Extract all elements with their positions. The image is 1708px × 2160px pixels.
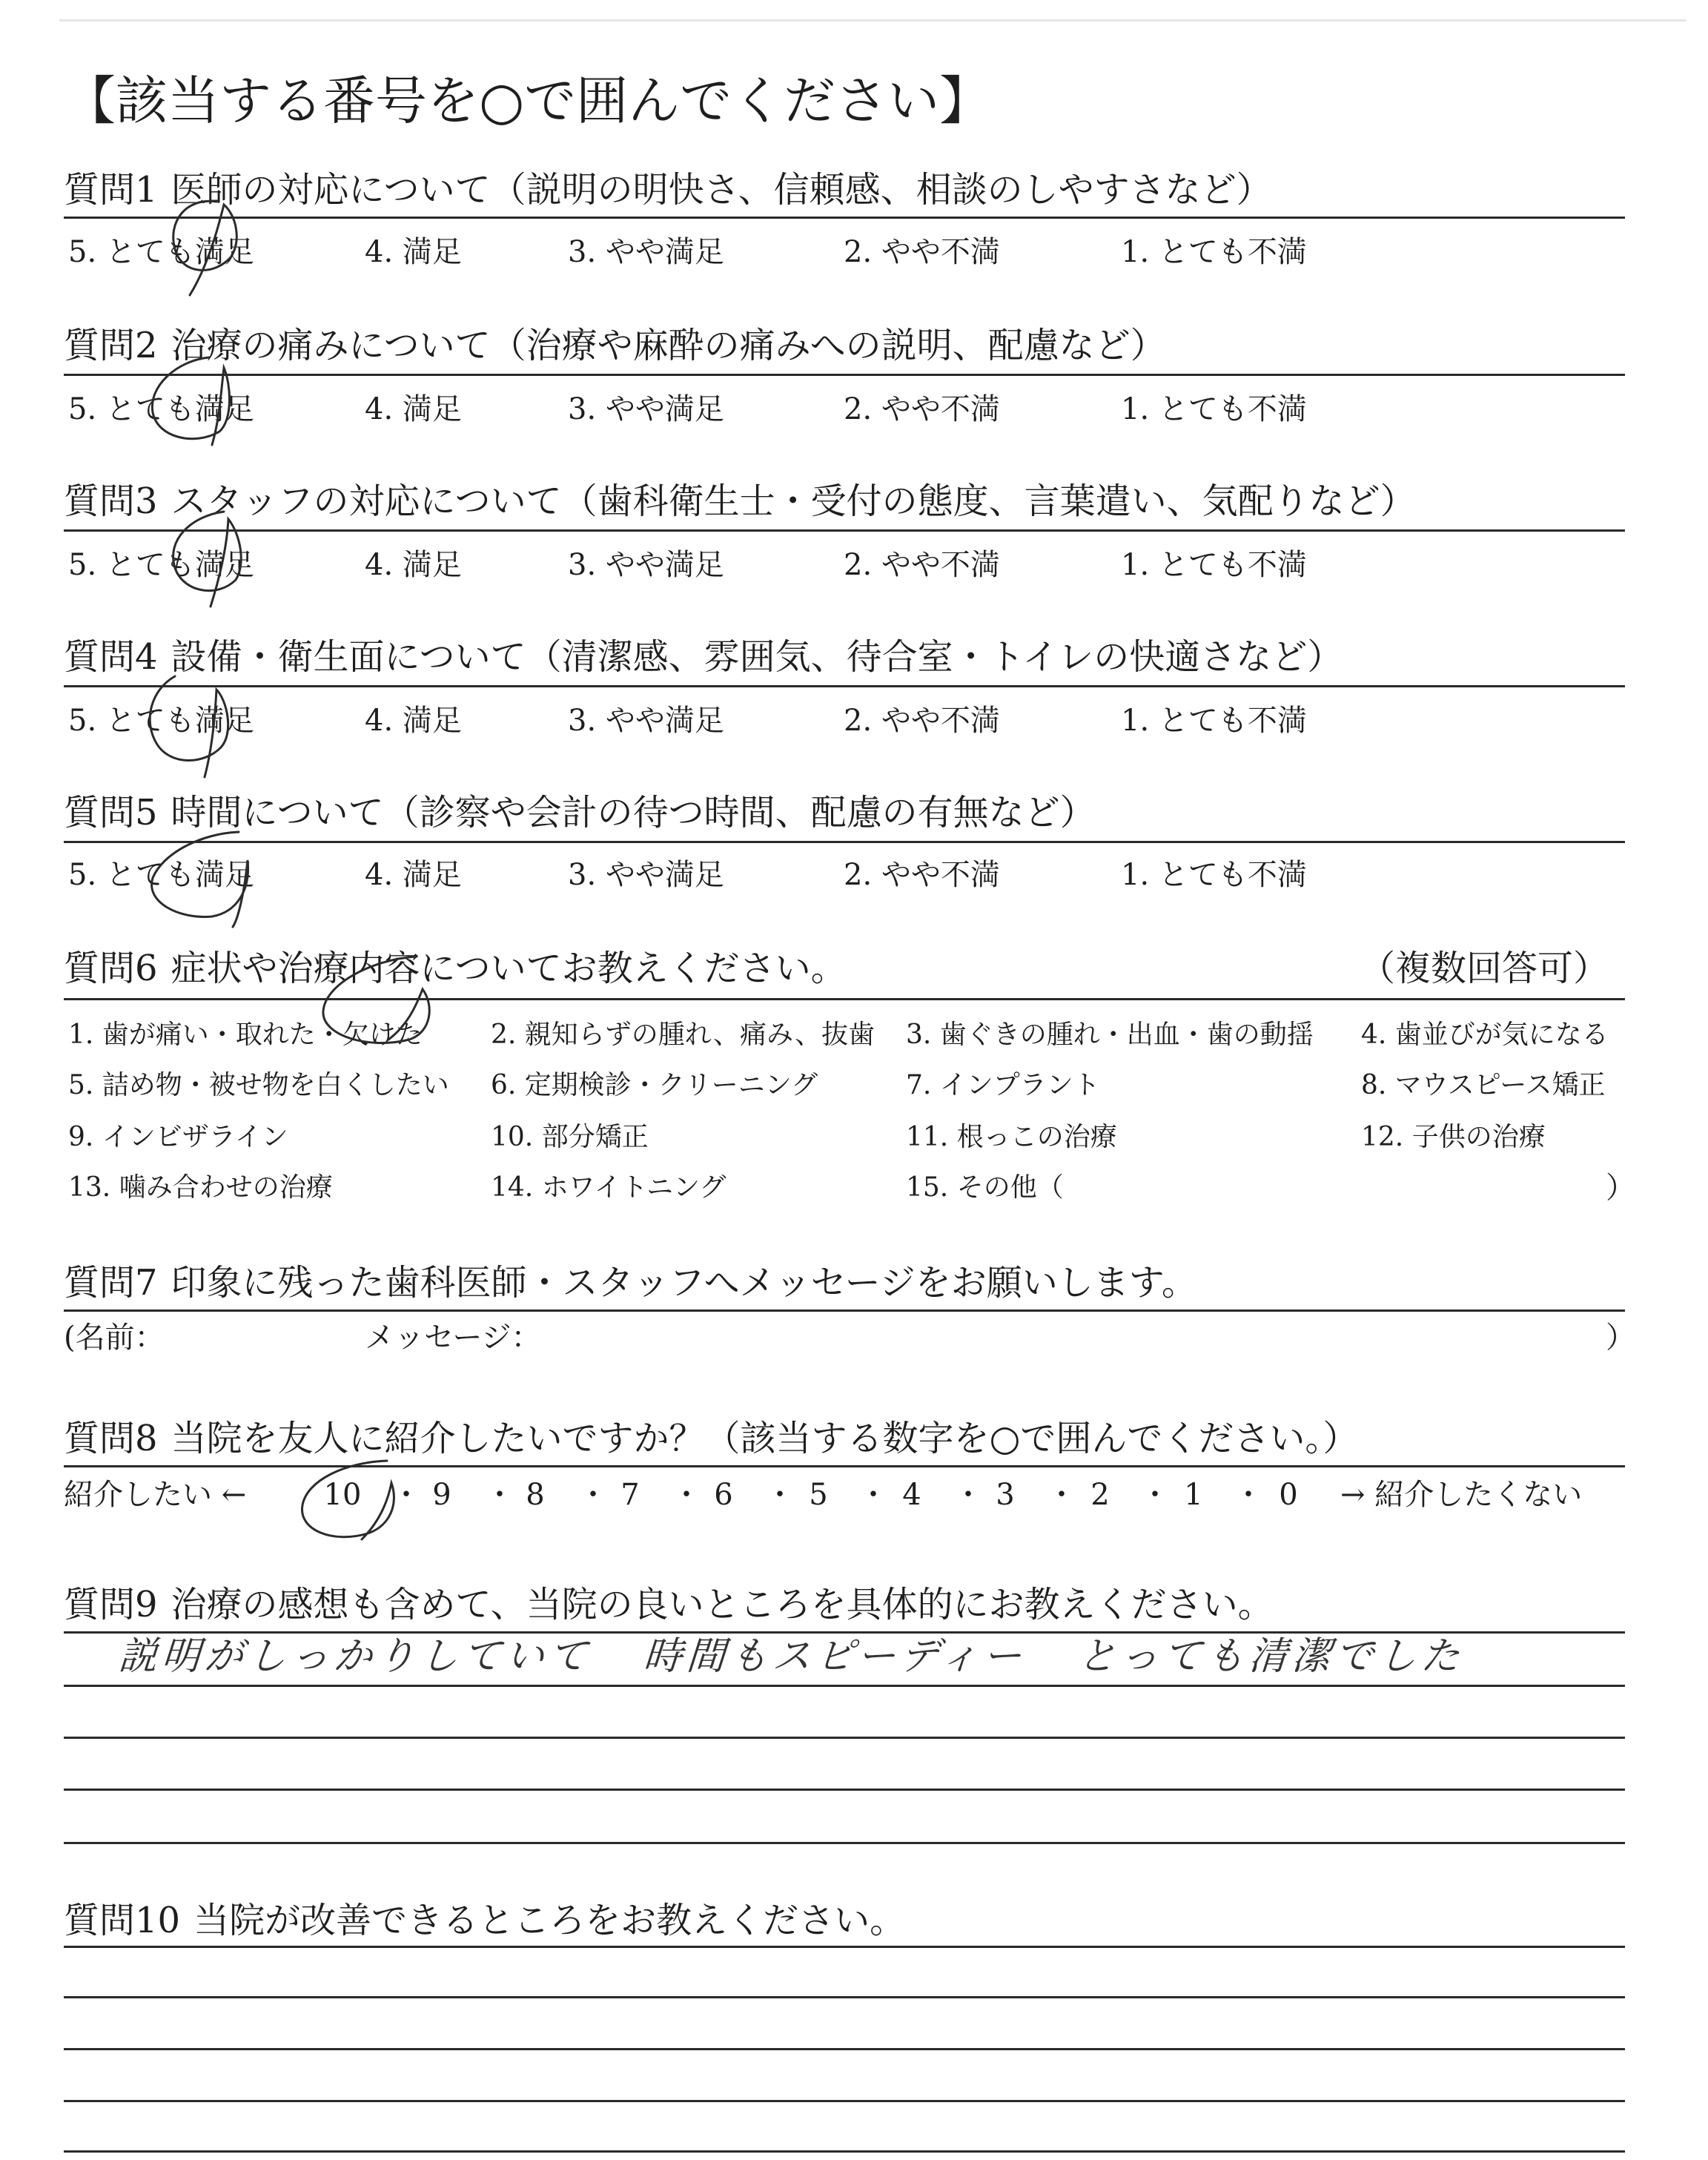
question-7-number: 質問7 (64, 1262, 158, 1304)
q8-separator: ・ (485, 1478, 514, 1512)
question-6-title (64, 946, 847, 991)
q6-option-13[interactable]: 13. 噛み合わせの治療 (68, 1172, 333, 1203)
q8-scale-6[interactable]: 6 (714, 1478, 733, 1512)
q1-option-5[interactable]: 5. とても満足 (68, 235, 254, 269)
q10-answer-line (64, 1996, 1625, 1998)
q6-option-9[interactable]: 9. インビザライン (68, 1122, 288, 1152)
q3-option-1[interactable]: 1. とても不満 (1121, 548, 1307, 582)
question-10-text: 当院が改善できるところをお教えください。 (193, 1900, 906, 1941)
q6-option-2[interactable]: 2. 親知らずの腫れ、痛み、抜歯 (491, 1020, 875, 1050)
q6-option-3[interactable]: 3. 歯ぐきの腫れ・出血・歯の動揺 (906, 1020, 1314, 1050)
q10-answer-line (64, 2048, 1625, 2050)
q8-scale-4[interactable]: 4 (902, 1478, 921, 1512)
q9-handwritten-answer (117, 1633, 1466, 1680)
q8-scale-2[interactable]: 2 (1090, 1478, 1110, 1512)
q5-option-5[interactable]: 5. とても満足 (68, 858, 254, 892)
q9-answer-line (64, 1842, 1625, 1844)
q6-option-12[interactable]: 12. 子供の治療 (1361, 1122, 1546, 1152)
question-9-number: 質問9 (64, 1584, 158, 1625)
q6-option-7[interactable]: 7. インプラント (906, 1070, 1100, 1100)
q8-separator: ・ (1234, 1478, 1263, 1512)
question-1-rule (64, 217, 1625, 219)
question-2-text: 治療の痛みについて（治療や麻酔の痛みへの説明、配慮など） (171, 325, 1166, 366)
question-4-rule (64, 685, 1625, 687)
question-2-number: 質問2 (64, 325, 158, 366)
q8-scale-9[interactable]: 9 (432, 1478, 451, 1512)
q5-option-4[interactable]: 4. 満足 (365, 858, 462, 892)
question-6-note: （複数回答可） (1360, 948, 1609, 989)
question-9-text: 治療の感想も含めて、当院の良いところを具体的にお教えください。 (171, 1584, 1274, 1625)
q6-option-8[interactable]: 8. マウスピース矯正 (1361, 1070, 1606, 1100)
q9-answer-part-3: とっても清潔でした (1076, 1634, 1466, 1679)
q1-option-1[interactable]: 1. とても不満 (1121, 235, 1307, 269)
q2-option-1[interactable]: 1. とても不満 (1121, 392, 1307, 426)
question-4-text: 設備・衛生面について（清潔感、雰囲気、待合室・トイレの快適さなど） (171, 636, 1343, 678)
question-8-number: 質問8 (64, 1418, 158, 1459)
q6-option-14[interactable]: 14. ホワイトニング (491, 1172, 726, 1203)
q7-message-label: メッセージ： (365, 1321, 541, 1355)
q7-name-label: (名前： (64, 1321, 165, 1355)
q6-option-5[interactable]: 5. 詰め物・被せ物を白くしたい (68, 1070, 449, 1100)
q2-option-2[interactable]: 2. やや不満 (844, 392, 1000, 426)
top-edge-line (59, 19, 1687, 22)
q2-option-3[interactable]: 3. やや満足 (568, 392, 724, 426)
q8-separator: ・ (765, 1478, 795, 1512)
question-5-title (64, 790, 1096, 835)
q8-scale-3[interactable]: 3 (996, 1478, 1015, 1512)
q8-scale-5[interactable]: 5 (809, 1478, 828, 1512)
q8-scale-1[interactable]: 1 (1184, 1478, 1203, 1512)
q3-option-2[interactable]: 2. やや不満 (844, 548, 1000, 582)
question-6-number: 質問6 (64, 948, 158, 989)
q2-option-4[interactable]: 4. 満足 (365, 392, 462, 426)
question-5-rule (64, 841, 1625, 843)
question-1-title (64, 168, 1272, 212)
q8-separator: ・ (858, 1478, 888, 1512)
question-5-number: 質問5 (64, 792, 158, 833)
q9-answer-line (64, 1685, 1625, 1687)
q3-option-5[interactable]: 5. とても満足 (68, 548, 254, 582)
q6-option-6[interactable]: 6. 定期検診・クリーニング (491, 1070, 818, 1100)
question-7-text: 印象に残った歯科医師・スタッフへメッセージをお願いします。 (171, 1262, 1197, 1304)
q8-separator: ・ (391, 1478, 421, 1512)
question-8-rule (64, 1465, 1625, 1467)
q9-answer-part-1: 説明がしっかりしていて (116, 1634, 594, 1679)
q8-scale-7[interactable]: 7 (620, 1478, 640, 1512)
q8-separator: ・ (953, 1478, 983, 1512)
q6-other-close-paren: ） (1606, 1171, 1635, 1205)
q4-option-4[interactable]: 4. 満足 (365, 704, 462, 738)
q3-option-3[interactable]: 3. やや満足 (568, 548, 724, 582)
question-1-text: 医師の対応について（説明の明快さ、信頼感、相談のしやすさなど） (171, 169, 1272, 211)
question-7-title (64, 1261, 1197, 1305)
q8-separator: ・ (1047, 1478, 1076, 1512)
q8-scale-8[interactable]: 8 (526, 1478, 545, 1512)
q6-option-15-other[interactable]: 15. その他（ (906, 1172, 1064, 1203)
question-9-title (64, 1582, 1274, 1627)
question-2-title (64, 323, 1166, 368)
question-6-rule (64, 998, 1625, 1000)
question-10-title (64, 1898, 905, 1943)
q5-option-2[interactable]: 2. やや不満 (844, 858, 1000, 892)
instruction-heading: 【該当する番号を○で囲んでください】 (64, 70, 992, 131)
q2-option-5[interactable]: 5. とても満足 (68, 392, 254, 426)
q6-option-1[interactable]: 1. 歯が痛い・取れた・欠けた (68, 1020, 423, 1050)
question-2-rule (64, 374, 1625, 376)
q4-option-1[interactable]: 1. とても不満 (1121, 704, 1307, 738)
question-3-number: 質問3 (64, 480, 158, 522)
question-1-number: 質問1 (64, 169, 158, 211)
q9-answer-line (64, 1789, 1625, 1791)
q4-option-2[interactable]: 2. やや不満 (844, 704, 1000, 738)
q10-answer-line (64, 2150, 1625, 2153)
q1-option-3[interactable]: 3. やや満足 (568, 235, 724, 269)
q8-scale-0[interactable]: 0 (1279, 1478, 1298, 1512)
q5-option-1[interactable]: 1. とても不満 (1121, 858, 1307, 892)
q9-answer-line (64, 1737, 1625, 1739)
question-7-rule (64, 1309, 1625, 1312)
q8-separator: ・ (672, 1478, 701, 1512)
question-6-text: 症状や治療内容についてお教えください。 (171, 948, 847, 989)
q7-close-paren: ） (1606, 1321, 1635, 1355)
q6-option-4[interactable]: 4. 歯並びが気になる (1361, 1020, 1609, 1050)
q4-option-5[interactable]: 5. とても満足 (68, 704, 254, 738)
question-3-text: スタッフの対応について（歯科衛生士・受付の態度、言葉遣い、気配りなど） (171, 480, 1416, 522)
question-5-text: 時間について（診察や会計の待つ時間、配慮の有無など） (171, 792, 1096, 833)
q10-answer-line (64, 2100, 1625, 2102)
q8-left-label: 紹介したい ← (64, 1478, 247, 1512)
q3-option-4[interactable]: 4. 満足 (365, 548, 462, 582)
q5-option-3[interactable]: 3. やや満足 (568, 858, 724, 892)
q9-answer-part-2: 時間もスピーディー (641, 1634, 1027, 1679)
question-10-rule (64, 1946, 1625, 1948)
question-4-title (64, 635, 1343, 679)
q8-scale-10[interactable]: 10 (323, 1478, 362, 1512)
question-8-text: 当院を友人に紹介したいですか？（該当する数字を○で囲んでください。） (171, 1418, 1359, 1459)
q1-option-4[interactable]: 4. 満足 (365, 235, 462, 269)
q1-option-2[interactable]: 2. やや不満 (844, 235, 1000, 269)
q8-separator: ・ (578, 1478, 608, 1512)
question-4-number: 質問4 (64, 636, 158, 678)
question-3-title (64, 479, 1416, 524)
q8-right-label: → 紹介したくない (1340, 1478, 1583, 1512)
question-10-number: 質問10 (64, 1900, 181, 1941)
q8-separator: ・ (1140, 1478, 1170, 1512)
q6-option-11[interactable]: 11. 根っこの治療 (906, 1122, 1117, 1152)
question-3-rule (64, 529, 1625, 532)
question-8-title (64, 1416, 1358, 1461)
q6-option-10[interactable]: 10. 部分矯正 (491, 1122, 649, 1152)
q4-option-3[interactable]: 3. やや満足 (568, 704, 724, 738)
